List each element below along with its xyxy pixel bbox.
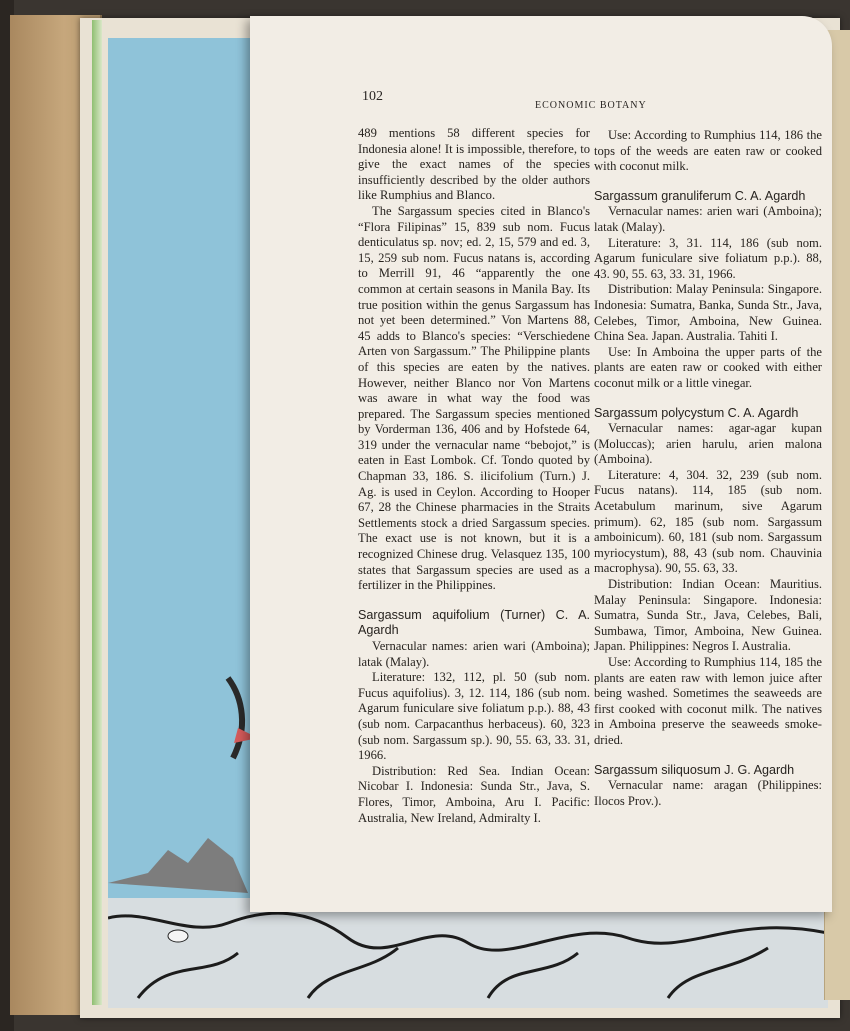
species-heading: Sargassum siliquosum J. G. Agardh <box>594 762 795 777</box>
paragraph: Vernacular names: arien wari (Amboina); latak (Malay). <box>594 204 822 234</box>
pebble <box>168 930 188 942</box>
paragraph: Vernacular name: aragan (Philippines: Ilocos Prov.). <box>594 778 822 808</box>
paragraph: The Sargassum species cited in Blanco's “Flora Filipinas” 15, 839 sub nom. Fucus denticulatus sp. nov; ed. 2, 15, 579 and ed. 3, 15, 259 sub nom. Fucus natans is, according to Merrill 91, 46 “apparently the one common at certain seasons in Manila Bay. Its true position within the genus Sargassum has not yet been determined.” Von Martens 88, 45 adds to Blanco's species: “Verschiedene Arten von Sargassum.” The Philippine plants of this species are eaten by the natives. However, neither Blanco nor Von Martens was aware in what way the food was prepared. The Sargassum species mentioned by Vorderman 136, 406 and by Hofstede 64, 319 under the vernacular name “bebojot,” is eaten in East Lombok. Cf. Tondo quoted by Chapman 33, 186. S. ilicifolium (Turn.) J. Ag. is used in Ceylon. According to Hooper 67, 28 the Chinese pharmacies in the Straits Settlements stock a dried Sargassum species. The exact use is not known, but it is a recognized Chinese drug. Velasquez 135, 100 states that Sargassum species are used as a fertilizer in the Philippines. <box>358 203 590 593</box>
paragraph: Distribution: Malay Peninsula: Singapore. Indonesia: Sumatra, Banka, Sunda Str., Java, Celebes, Timor, Amboina, New Guinea. China Sea. Japan. Australia. Tahiti I. <box>594 282 822 344</box>
paragraph: Use: In Amboina the upper parts of the plants are eaten raw or cooked with either coconut milk or a little vinegar. <box>594 344 822 390</box>
running-title: ECONOMIC BOTANY <box>535 100 647 111</box>
column-right <box>594 128 822 809</box>
paragraph: Literature: 4, 304. 32, 239 (sub nom. Fucus natans). 114, 185 (sub nom. Acetabulum marinum, sive Agarum primum). 62, 185 (sub nom. Sargassum amboinicum). 60, 181 (sub nom. Sargassum myriocystum), 88, 43 (sub nom. Chauvinia macrophysa). 90, 55. 63, 33. <box>594 467 822 576</box>
rocks-band <box>108 898 828 1008</box>
paragraph: Distribution: Indian Ocean: Mauritius. Malay Peninsula: Singapore. Indonesia: Sumatra, Sunda Str., Java, Celebes, Bali, Sumbawa, Timor, Amboina, New Guinea. Japan. Philippines: Negros I. Australia. <box>594 577 822 654</box>
page-number: 102 <box>362 89 383 104</box>
book-page <box>250 16 832 912</box>
paragraph: 489 mentions 58 different species for Indonesia alone! It is impossible, therefore, to give the exact names of the species insufficiently described by the older authors like Rumphius and Blanco. <box>358 126 590 203</box>
paragraph: Use: According to Rumphius 114, 185 the plants are eaten raw with lemon juice after being washed. Sometimes the seaweeds are first cooked with coconut milk. The natives in Amboina preserve the seaweeds smoke-dried. <box>594 655 822 747</box>
column-left <box>358 126 590 826</box>
paragraph: Use: According to Rumphius 114, 186 the tops of the weeds are eaten raw or cooked with coconut milk. <box>594 128 822 174</box>
mountain <box>108 838 248 893</box>
paragraph: Vernacular names: arien wari (Amboina); latak (Malay). <box>358 639 590 669</box>
species-heading: Sargassum polycystum C. A. Agardh <box>594 405 799 420</box>
species-heading: Sargassum aquifolium (Turner) C. A. Agardh <box>358 607 590 638</box>
paragraph: Distribution: Red Sea. Indian Ocean: Nicobar I. Indonesia: Sunda Str., Java, S. Flores, Timor, Amboina, Aru I. Pacific: Australia, New Ireland, Admiralty I. <box>358 763 590 825</box>
species-heading: Sargassum granuliferum C. A. Agardh <box>594 188 806 203</box>
page-edge-strip <box>92 20 102 1005</box>
bird-silhouette <box>228 678 242 758</box>
paragraph: Literature: 3, 31. 114, 186 (sub nom. Agarum funiculare sive foliatum p.p.). 88, 43. 90, 55. 63, 33. 31, 1966. <box>594 235 822 281</box>
paragraph: Literature: 132, 112, pl. 50 (sub nom. Fucus aquifolius). 3, 12. 114, 186 (sub nom. Agarum funiculare sive foliatum p.p.). 88, 43 (sub nom. Carpacanthus herbaceus). 60, 323 (sub nom. Sargassum sp.). 90, 55. 63, 33. 31, 1966. <box>358 670 590 763</box>
paragraph: Vernacular names: agar-agar kupan (Moluccas); arien harulu, arien malona (Amboina). <box>594 421 822 467</box>
